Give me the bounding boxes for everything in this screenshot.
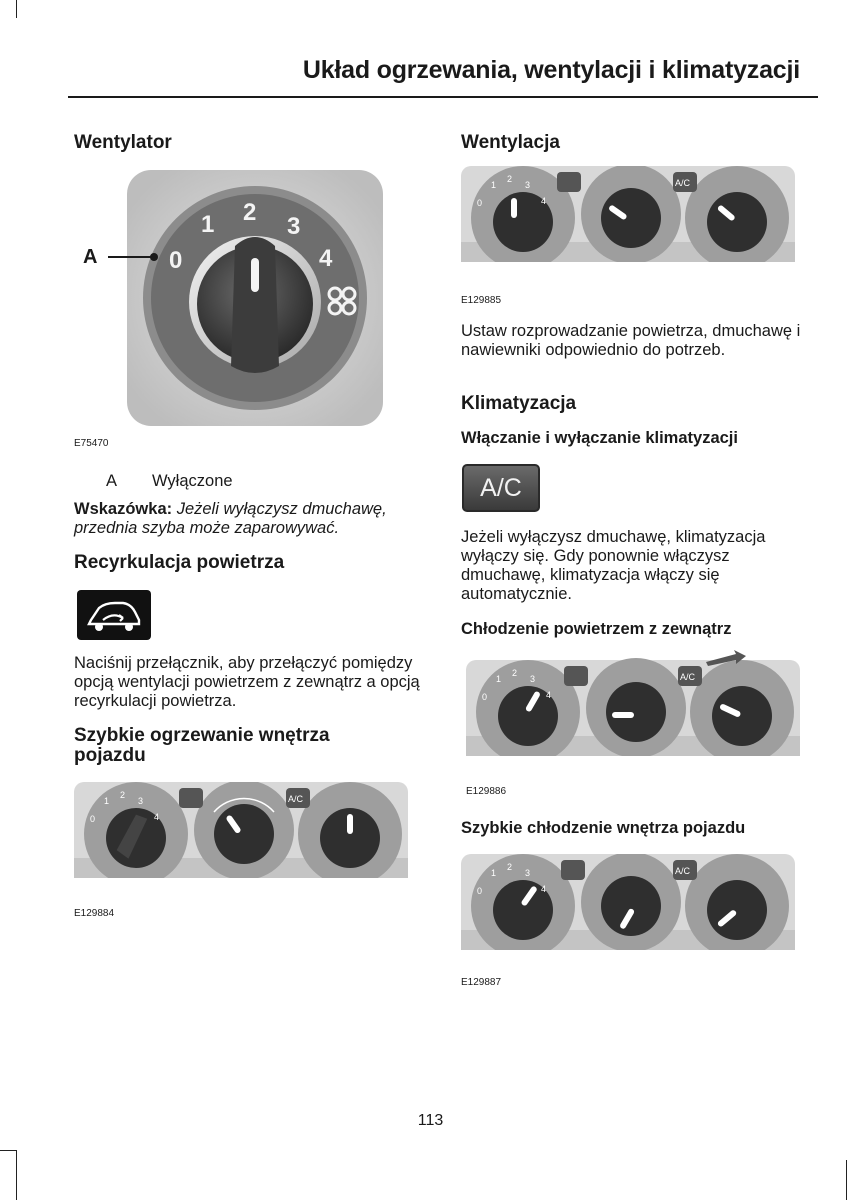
- panel-fan-4: 4: [546, 690, 552, 700]
- heading-outside-air-cooling: Chłodzenie powietrzem z zewnątrz: [461, 620, 732, 638]
- legend-letter: A: [106, 472, 118, 490]
- figure-code-outside-air: E129886: [466, 786, 507, 797]
- recirculation-button-icon: [77, 590, 151, 640]
- panel-fan-3: 3: [530, 674, 536, 684]
- panel-fan-2: 2: [512, 668, 518, 678]
- climate-panel-quick-heating: [74, 782, 408, 878]
- crop-mark-top: [16, 0, 17, 18]
- panel-fan-3: 3: [138, 796, 144, 806]
- panel-fan-1: 1: [496, 674, 502, 684]
- panel-fan-2: 2: [507, 862, 513, 872]
- heading-fan: Wentylator: [74, 132, 172, 153]
- subheading-ac-on-off: Włączanie i wyłączanie klimatyzacji: [461, 429, 738, 447]
- ac-text: Jeżeli wyłączysz dmuchawę, klimatyzacja wyłączy się. Gdy ponownie włączysz dmuchawę, klimatyzacja włączy się automatycznie.: [461, 528, 766, 603]
- climate-panel-quick-cooling: [461, 854, 795, 950]
- heading-quick-cooling: Szybkie chłodzenie wnętrza pojazdu: [461, 819, 746, 837]
- crop-mark-bottom-left-h: [0, 1150, 16, 1151]
- fan-dial-number-0: 0: [169, 247, 183, 274]
- panel-fan-1: 1: [491, 180, 497, 190]
- legend-text: Wyłączone: [152, 472, 233, 490]
- page-number: 113: [417, 1112, 444, 1129]
- heading-ventilation: Wentylacja: [461, 132, 560, 153]
- panel-ac-label: A/C: [288, 794, 304, 804]
- panel-fan-4: 4: [541, 884, 547, 894]
- climate-panel-outside-air: [466, 650, 800, 756]
- heading-air-conditioning: Klimatyzacja: [461, 393, 577, 414]
- ventilation-text: Ustaw rozprowadzanie powietrza, dmuchawę i nawiewniki odpowiednio do potrzeb.: [461, 322, 801, 359]
- page-title: Układ ogrzewania, wentylacji i klimatyzacji: [302, 56, 800, 84]
- ac-button-icon: A/C: [462, 464, 540, 512]
- figure-code-quick-cooling: E129887: [461, 977, 502, 988]
- crop-mark-bottom-right: [846, 1160, 847, 1200]
- panel-fan-3: 3: [525, 868, 531, 878]
- figure-code-quick-heating: E129884: [74, 908, 115, 919]
- heading-recirculation: Recyrkulacja powietrza: [74, 552, 285, 573]
- fan-dial-number-4: 4: [319, 245, 333, 272]
- panel-fan-2: 2: [507, 174, 513, 184]
- panel-fan-0: 0: [90, 814, 96, 824]
- fan-dial-number-3: 3: [287, 213, 301, 240]
- panel-fan-1: 1: [491, 868, 497, 878]
- car-recirculation-icon: [77, 590, 151, 640]
- fan-dial-number-2: 2: [243, 199, 257, 226]
- panel-fan-0: 0: [482, 692, 488, 702]
- climate-panel-ventilation: [461, 166, 795, 262]
- panel-fan-4: 4: [541, 196, 547, 206]
- note-text: Jeżeli wyłączysz dmuchawę, przednia szyba może zaparowywać.: [74, 500, 387, 537]
- panel-ac-label: A/C: [675, 866, 691, 876]
- fan-dial-number-1: 1: [201, 211, 215, 238]
- callout-line: [108, 256, 154, 258]
- callout-label-a: A: [83, 246, 98, 268]
- panel-fan-0: 0: [477, 886, 483, 896]
- note-paragraph: [74, 500, 430, 538]
- panel-fan-1: 1: [104, 796, 110, 806]
- figure-code-fan: E75470: [74, 438, 109, 449]
- panel-fan-2: 2: [120, 790, 126, 800]
- panel-fan-4: 4: [154, 812, 160, 822]
- note-label: Wskazówka:: [74, 500, 173, 518]
- panel-ac-label: A/C: [680, 672, 696, 682]
- callout-dot: [150, 253, 158, 261]
- heading-quick-heating-2: pojazdu: [74, 745, 146, 766]
- panel-fan-0: 0: [477, 198, 483, 208]
- heading-quick-heating-1: Szybkie ogrzewanie wnętrza: [74, 725, 330, 746]
- recirculation-text: Naciśnij przełącznik, aby przełączyć pomiędzy opcją wentylacji powietrzem z zewnątrz a opcją recyrkulacji powietrza.: [74, 654, 420, 710]
- fan-dial-figure: [127, 170, 383, 426]
- figure-code-ventilation: E129885: [461, 295, 502, 306]
- title-rule: [68, 96, 818, 98]
- panel-fan-3: 3: [525, 180, 531, 190]
- crop-mark-bottom-left: [16, 1150, 17, 1200]
- panel-ac-label: A/C: [675, 178, 691, 188]
